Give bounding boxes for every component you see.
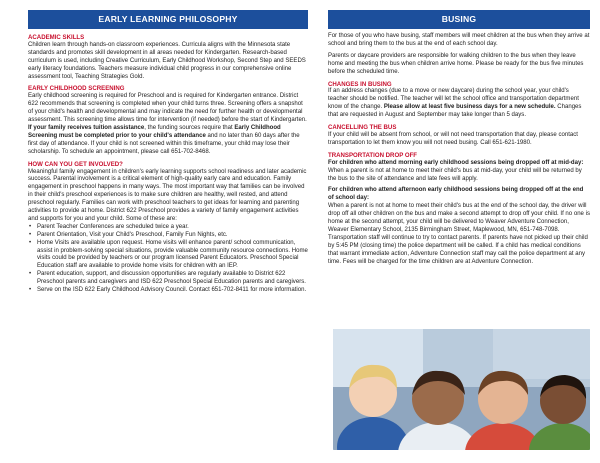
get-involved-heading: HOW CAN YOU GET INVOLVED?: [28, 160, 123, 168]
busing-intro-2: Parents or daycare providers are responsible for walking children to the bus when they leave home and meeting the bus when children arrive home. Please be ready for the bus five minutes before the scheduled time.: [328, 52, 584, 75]
list-item: • Parent Orientation, Visit your Child's Preschool, Family Fun Nights, etc.: [28, 232, 308, 240]
afternoon-dropoff-text: When a parent is not at home to meet their child's bus at the end of the school day, the driver will drop off all other children on the bus and make a second attempt to drop off your child. If no one is home at the second attempt, your child will be delivered to Weaver Adventure Connection, Weaver Elementary School, 2135 Birmingham Street, Maplewood, MN, 651-748-7098. Transportation staff will continue to try to contact parents. If parents have not picked up their child by 5:45 PM (closing time) the police department will be called. If a child has medical conditions that warrant immediate action, Adventure Connection staff may call the police department at any time. Fees will be charged for the time children are at Adventure Connection.: [328, 203, 590, 265]
screening-text: Early childhood screening is required for Preschool and is required for Kindergarten entrance. District 622 recommends that screening is completed when your child turns three. Screening offers a snapshot of your child's health and developmental and may indicate the need for further health or developmental assessment. This screening time allows time for intervention (if needed) before the start of Kindergarten. If your family receives tuition assistance, the funding sources require that Early Childhood Screening must be completed prior to your child's attendance and no later than 60 days after the first day of attendance. If your child is not screened within this timeframe, your child may lose their scholarship. To schedule an appointment, please call 651-702-8468.: [28, 93, 307, 155]
dropoff-heading: TRANSPORTATION DROP OFF: [328, 151, 418, 159]
children-photo: [333, 329, 590, 450]
involvement-list: [28, 224, 308, 295]
busing-intro-1: For those of you who have busing, staff members will meet children at the bus when they arrive at school and bring them to the bus at the end of each school day.: [328, 33, 590, 47]
academic-skills-text: Children learn through hands-on classroom experiences. Curricula aligns with the Minnesota state standards and promotes skill development in all areas needed for Kindergarten. Research-based curriculum is used, including Creative Curriculum, Early Childhood Workshop, Second Step and SEEDS early literacy foundations. Teachers measure individual child progress in our comprehensive online assessment tool, Teaching Strategies Gold.: [28, 41, 306, 80]
afternoon-dropoff-heading: For children who attend afternoon early childhood sessions being dropped off at the end of school day:: [328, 187, 584, 202]
cancelling-text: If your child will be absent from school, or will not need transportation that day, please contact transportation to let them know you will not need busing. Call 651-621-1980.: [328, 131, 578, 146]
early-learning-banner: EARLY LEARNING PHILOSOPHY: [28, 10, 308, 29]
busing-column: [328, 10, 590, 266]
cancelling-heading: CANCELLING THE BUS: [328, 124, 397, 132]
screening-heading: EARLY CHILDHOOD SCREENING: [28, 85, 125, 93]
morning-dropoff-text: When a parent is not at home to meet their child's bus at mid-day, your child will be returned by the bus to the site of attendance and late fees will apply.: [328, 167, 582, 182]
get-involved-text: Meaningful family engagement in children's early learning supports school readiness and later academic success. Parental involvement is a critical element of high-quality early care and education. Family engagement in preschool happens in many ways. The most important way that families can be involved in their child's preschool experiences is to make sure children are healthy, well rested, and attend preschool regularly. Families can work with preschool teachers to get ideas for learning and parenting activities to provide at home. District 622 Preschool provides a variety of family engagement activities and supports for you and your child. Some of these are:: [28, 168, 307, 222]
list-item: • Parent education, support, and discussion opportunities are regularly available to District 622 Preschool parents and caregivers and ISD 622 Preschool Special Education parents and caregivers.: [28, 271, 308, 287]
busing-banner: BUSING: [328, 10, 590, 29]
busing-content: [328, 29, 590, 266]
morning-dropoff-heading: For children who attend morning early childhood sessions being dropped off at mid-day:: [328, 159, 584, 166]
children-illustration: [333, 329, 590, 450]
academic-skills-heading: ACADEMIC SKILLS: [28, 34, 85, 41]
changes-heading: CHANGES IN BUSING: [328, 80, 392, 88]
changes-text: If an address changes (due to a move or new daycare) during the school year, your child's teacher should be notified. The teacher will let the school office and transportation department know of the change. Please allow at least five business days for a new schedule. Changes that are requested in August and September may take longer than 5 days.: [328, 88, 582, 119]
early-learning-content: [28, 29, 308, 295]
list-item: • Home Visits are available upon request. Home visits will enhance parent/ school communication, assist in problem-solving special situations, provide valuable community resource connections. Home visits could be provided by teachers or our program licensed Parent Educators. Preschool Special Education staff are available to provide home visits for children with an IEP.: [28, 240, 308, 272]
early-learning-column: [28, 10, 308, 295]
list-item: • Parent Teacher Conferences are scheduled twice a year.: [28, 224, 308, 232]
list-item: • Serve on the ISD 622 Early Childhood Advisory Council. Contact 651-702-8411 for more information.: [28, 287, 308, 295]
